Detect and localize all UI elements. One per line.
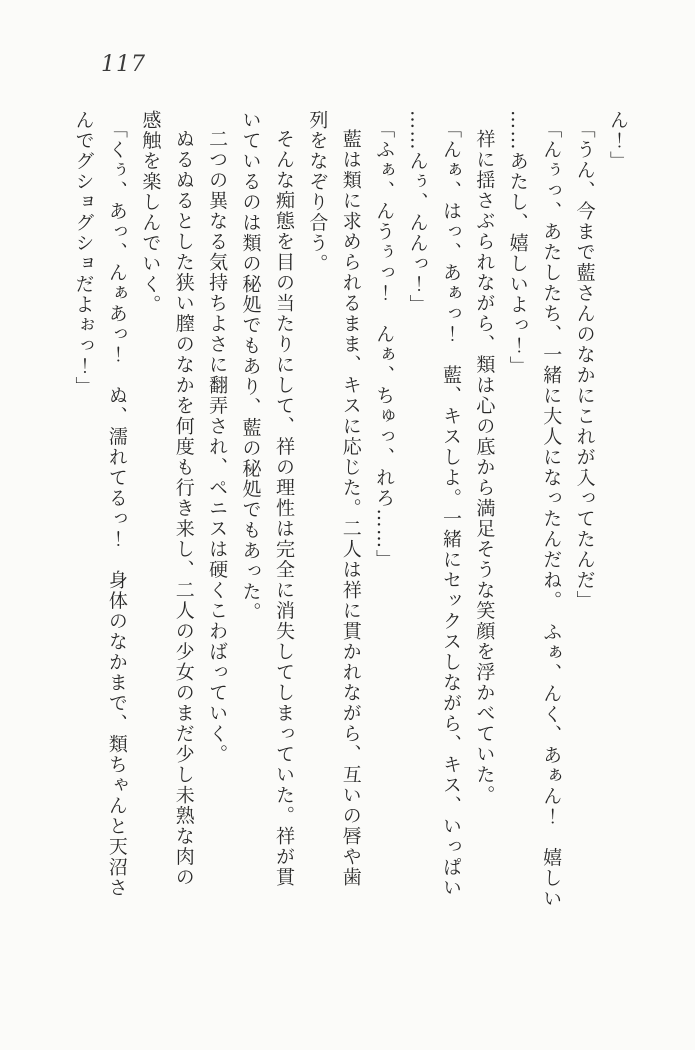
text-line: 感触を楽しんでいく。 [139,110,162,315]
text-line: 二つの異なる気持ちよさに翻弄され、ペニスは硬くこわばっていく。 [206,129,229,765]
text-line: そんな痴態を目の当たりにして、祥の理性は完全に消失してしまっていた。祥が貫 [272,129,295,888]
text-line: 列をなぞり合う。 [306,110,329,274]
text-line: 祥に揺さぶられながら、類は心の底から満足そうな笑顔を浮かべていた。 [473,129,496,806]
text-line: ぬるぬるとした狭い膣のなかを何度も行き来し、二人の少女のまだ少し未熟な肉の [172,129,195,888]
text-line: 藍は類に求められるまま、キスに応じた。二人は祥に貫かれながら、互いの唇や歯 [339,129,362,888]
text-line: 「んぅっ、あたしたち、一緒に大人になったんだね。 ふぁ、んく、あぁん！ 嬉しい [540,119,563,909]
page-number: 117 [101,52,146,77]
text-line: ……あたし、嬉しいよっ！」 [506,110,529,377]
text-line: いているのは類の秘処でもあり、藍の秘処でもあった。 [239,110,262,623]
text-line: 「うん、今まで藍さんのなかにこれが入ってたんだ」 [573,119,596,611]
text-line: 「んぁ、はっ、あぁっ！ 藍、キスしよ。一緒にセックスしながら、キス、いっぱい [439,119,462,898]
text-line: 「ふぁ、んうぅっ！ んぁ、ちゅっ、れろ……」 [373,119,396,570]
text-line: 「くぅ、あっ、んぁあっ！ ぬ、濡れてるっ！ 身体のなかまで、類ちゃんと天沼さ [105,119,128,898]
page-text-block [66,110,634,1018]
text-line: んでグショグショだよぉっ！」 [72,110,95,397]
text-line: ん！」 [607,110,629,172]
text-line: ……んぅ、んんっ！」 [406,110,429,315]
